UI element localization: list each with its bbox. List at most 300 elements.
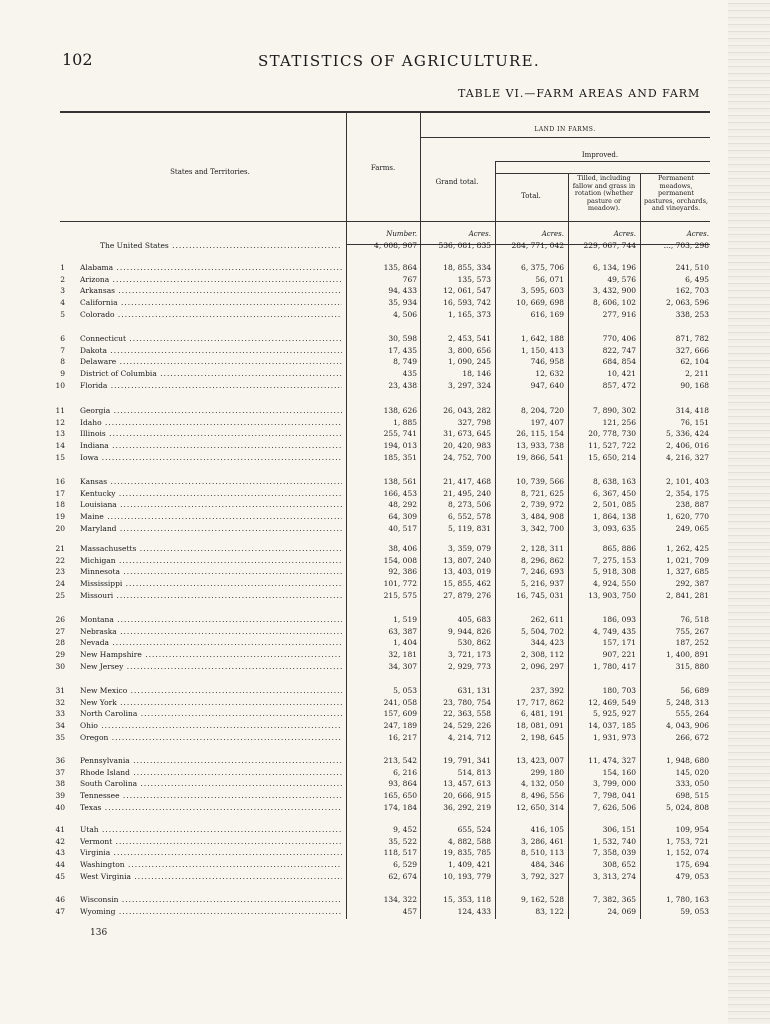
cell-improved-total: 2, 198, 645 (521, 732, 564, 742)
row-number: 17 (55, 488, 65, 498)
cell-grand-total: 20, 666, 915 (443, 791, 491, 801)
cell-permanent: 56, 689 (680, 686, 709, 695)
row-number: 4 (60, 298, 65, 308)
cell-permanent: 315, 880 (675, 661, 709, 671)
cell-improved-total: 26, 115, 154 (516, 429, 564, 439)
cell-farms: 6, 216 (393, 767, 417, 777)
cell-grand-total: 6, 552, 578 (448, 512, 491, 522)
cell-permanent: 266, 672 (675, 732, 709, 742)
row-number: 20 (55, 523, 65, 533)
cell-improved-total: 10, 669, 698 (516, 298, 564, 308)
cell-grand-total: 15, 353, 118 (443, 895, 491, 904)
cell-permanent: 6, 495 (685, 274, 709, 284)
row-number: 10 (55, 380, 65, 390)
row-number: 22 (55, 555, 65, 565)
table-row (0, 476, 770, 487)
table-row (0, 405, 770, 416)
table-row (0, 488, 770, 499)
state-name: New Mexico ..... (80, 685, 342, 696)
table-row (0, 333, 770, 344)
cell-tilled: 49, 576 (607, 274, 636, 284)
state-name: Florida ..... (80, 380, 342, 391)
cell-farms: 6, 529 (393, 860, 417, 870)
unit-farms: Number. (386, 230, 417, 238)
cell-permanent: 1, 262, 425 (666, 544, 709, 553)
cell-farms: 1, 519 (393, 615, 417, 624)
state-name: Minnesota ..... (80, 566, 342, 577)
row-number: 36 (55, 756, 65, 765)
cell-grand-total: 13, 457, 613 (443, 779, 491, 789)
table-row (0, 637, 770, 648)
cell-farms: 174, 184 (383, 802, 417, 812)
cell-permanent: 1, 021, 709 (666, 555, 709, 565)
table-row (0, 417, 770, 428)
cell-farms: 4, 506 (393, 309, 417, 319)
cell-grand-total: 3, 721, 173 (448, 650, 491, 660)
state-name: Wyoming ..... (80, 906, 342, 917)
cell-improved-total: 616, 169 (530, 309, 564, 319)
table-row (0, 871, 770, 882)
table-row (0, 262, 770, 273)
cell-farms: 34, 307 (388, 661, 417, 671)
cell-tilled: 11, 474, 327 (588, 756, 636, 765)
row-number: 35 (55, 732, 65, 742)
cell-farms: 247, 189 (383, 721, 417, 731)
table-row (0, 428, 770, 439)
table-row (0, 859, 770, 870)
cell-farms: 435 (402, 369, 417, 379)
cell-improved-total: 746, 958 (530, 357, 564, 367)
cell-permanent: 238, 887 (675, 500, 709, 510)
cell-farms: 93, 864 (388, 779, 417, 789)
state-name: New Hampshire ..... (80, 649, 342, 660)
table-row (0, 309, 770, 320)
state-name: Indiana ..... (80, 440, 342, 451)
row-number: 12 (55, 417, 65, 427)
table-row (0, 380, 770, 391)
cell-farms: 5, 053 (393, 686, 417, 695)
table-row (0, 767, 770, 778)
cell-tilled: 8, 606, 102 (593, 298, 636, 308)
footer-number: 136 (90, 928, 108, 938)
cell-improved-total: 484, 346 (530, 860, 564, 870)
table-row (0, 523, 770, 534)
cell-permanent: 90, 168 (680, 380, 709, 390)
cell-improved-total: 344, 423 (530, 638, 564, 648)
row-number: 31 (55, 686, 65, 695)
cell-permanent: 5, 024, 808 (666, 802, 709, 812)
cell-tilled: 13, 903, 750 (588, 590, 636, 600)
cell-tilled: 1, 532, 740 (593, 836, 636, 846)
cell-grand-total: 16, 593, 742 (443, 298, 491, 308)
row-number: 28 (55, 638, 65, 648)
unit-grand-total: Acres. (468, 230, 491, 238)
state-name: New York ..... (80, 697, 342, 708)
row-number: 21 (55, 544, 65, 553)
table-row (0, 578, 770, 589)
cell-farms: 185, 351 (383, 452, 417, 462)
cell-permanent: 109, 954 (675, 825, 709, 834)
state-name: Delaware ..... (80, 356, 342, 367)
table-row (0, 511, 770, 522)
cell-improved-total: 1, 150, 413 (521, 345, 564, 355)
row-number: 45 (55, 871, 65, 881)
state-name: Illinois ..... (80, 428, 342, 439)
state-name: Texas ..... (80, 802, 342, 813)
cell-improved-total: 947, 640 (530, 380, 564, 390)
improved-rule (496, 161, 710, 162)
cell-improved-total: 16, 745, 031 (516, 590, 564, 600)
cell-tilled: 180, 703 (602, 686, 636, 695)
cell-permanent: 187, 252 (675, 638, 709, 648)
cell-tilled: 7, 798, 041 (593, 791, 636, 801)
cell-permanent: 2, 406, 016 (666, 441, 709, 451)
table-row (0, 649, 770, 660)
cell-farms: 62, 674 (388, 871, 417, 881)
cell-grand-total: 18, 855, 334 (443, 263, 491, 272)
table-row (0, 697, 770, 708)
cell-improved-total: 12, 632 (535, 369, 564, 379)
cell-grand-total: 1, 090, 245 (448, 357, 491, 367)
state-name: Virginia ..... (80, 847, 342, 858)
cell-improved-total: 8, 510, 113 (521, 848, 564, 858)
cell-permanent: 175, 694 (675, 860, 709, 870)
cell-grand-total: 20, 420, 983 (443, 441, 491, 451)
cell-permanent: 5, 336, 424 (666, 429, 709, 439)
header-improved: Improved. (581, 151, 619, 159)
cell-tilled: 8, 638, 163 (593, 477, 636, 486)
cell-farms: 255, 741 (383, 429, 417, 439)
table-row (0, 778, 770, 789)
cell-tilled: 5, 918, 308 (593, 567, 636, 577)
row-number: 40 (55, 802, 65, 812)
cell-tilled: 7, 275, 153 (593, 555, 636, 565)
cell-improved-total: 237, 392 (530, 686, 564, 695)
cell-improved-total: 3, 595, 603 (521, 286, 564, 296)
cell-improved-total: 5, 216, 937 (521, 579, 564, 589)
cell-tilled: 857, 472 (602, 380, 636, 390)
cell-tilled: 4, 749, 435 (593, 626, 636, 636)
cell-permanent: 698, 515 (675, 791, 709, 801)
cell-improved-total: 2, 128, 311 (521, 544, 564, 553)
table-row (0, 356, 770, 367)
cell-permanent: 4, 216, 327 (666, 452, 709, 462)
cell-improved-total: 3, 286, 461 (521, 836, 564, 846)
row-number: 14 (55, 441, 65, 451)
cell-farms: 1, 404 (393, 638, 417, 648)
state-name: Kansas ..... (80, 476, 342, 487)
cell-tilled: 121, 256 (602, 417, 636, 427)
cell-farms: 135, 864 (383, 263, 417, 272)
row-number: 25 (55, 590, 65, 600)
cell-permanent: 1, 620, 770 (666, 512, 709, 522)
cell-grand-total: 3, 359, 079 (448, 544, 491, 553)
cell-improved-total: 8, 496, 556 (521, 791, 564, 801)
us-tilled: 229, 067, 744 (583, 241, 636, 250)
state-name: Colorado ..... (80, 309, 342, 320)
cell-permanent: 2, 063, 596 (666, 298, 709, 308)
cell-improved-total: 13, 423, 007 (516, 756, 564, 765)
row-number: 13 (55, 429, 65, 439)
cell-tilled: 865, 886 (602, 544, 636, 553)
cell-improved-total: 416, 105 (530, 825, 564, 834)
cell-grand-total: 8, 273, 506 (448, 500, 491, 510)
cell-grand-total: 15, 855, 462 (443, 579, 491, 589)
table-row (0, 720, 770, 731)
row-number: 37 (55, 767, 65, 777)
header-permanent: Permanent meadows, permanent pastures, orchards, and vineyards. (644, 174, 708, 212)
cell-farms: 35, 522 (388, 836, 417, 846)
table-row (0, 836, 770, 847)
us-grand-total: 536, 081, 835 (438, 241, 491, 250)
cell-permanent: 76, 151 (680, 417, 709, 427)
state-name: Arkansas ..... (80, 285, 342, 296)
cell-grand-total: 18, 146 (462, 369, 491, 379)
table-row (0, 452, 770, 463)
cell-farms: 35, 934 (388, 298, 417, 308)
cell-tilled: 3, 093, 635 (593, 523, 636, 533)
state-name: Kentucky ..... (80, 488, 342, 499)
cell-tilled: 308, 652 (602, 860, 636, 870)
cell-grand-total: 9, 944, 826 (448, 626, 491, 636)
cell-grand-total: 13, 807, 240 (443, 555, 491, 565)
table-row (0, 847, 770, 858)
row-number: 8 (60, 357, 65, 367)
cell-grand-total: 12, 061, 547 (443, 286, 491, 296)
table-row (0, 626, 770, 637)
header-farms: Farms. (370, 164, 396, 172)
cell-improved-total: 2, 096, 297 (521, 661, 564, 671)
unit-tilled: Acres. (613, 230, 636, 238)
cell-tilled: 306, 151 (602, 825, 636, 834)
cell-tilled: 1, 931, 973 (593, 732, 636, 742)
cell-farms: 9, 452 (393, 825, 417, 834)
state-name: Dakota ..... (80, 345, 342, 356)
cell-farms: 40, 517 (388, 523, 417, 533)
cell-improved-total: 8, 296, 862 (521, 555, 564, 565)
cell-permanent: 479, 053 (675, 871, 709, 881)
cell-improved-total: 3, 342, 700 (521, 523, 564, 533)
cell-tilled: 4, 924, 550 (593, 579, 636, 589)
state-name: Montana ..... (80, 614, 342, 625)
state-name: Nevada ..... (80, 637, 342, 648)
cell-farms: 94, 433 (388, 286, 417, 296)
table-row (0, 755, 770, 766)
cell-improved-total: 2, 308, 112 (521, 650, 564, 660)
cell-permanent: 76, 518 (680, 615, 709, 624)
cell-farms: 457 (402, 906, 417, 916)
state-name: Arizona ..... (80, 274, 342, 285)
table-row (0, 824, 770, 835)
cell-farms: 213, 542 (383, 756, 417, 765)
cell-permanent: 2, 354, 175 (666, 488, 709, 498)
cell-grand-total: 21, 495, 240 (443, 488, 491, 498)
cell-permanent: 755, 267 (675, 626, 709, 636)
cell-permanent: 555, 264 (675, 709, 709, 719)
cell-permanent: 2, 841, 281 (666, 590, 709, 600)
table-row (0, 661, 770, 672)
cell-farms: 16, 217 (388, 732, 417, 742)
state-name: Rhode Island ..... (80, 767, 342, 778)
header-grand-total: Grand total. (435, 178, 479, 186)
header-bottom-rule (60, 221, 710, 222)
cell-permanent: 314, 418 (675, 406, 709, 415)
cell-farms: 166, 453 (383, 488, 417, 498)
cell-improved-total: 8, 721, 625 (521, 488, 564, 498)
row-number: 18 (55, 500, 65, 510)
row-number: 19 (55, 512, 65, 522)
state-name: Missouri ..... (80, 590, 342, 601)
table-row (0, 590, 770, 601)
unit-total: Acres. (541, 230, 564, 238)
cell-tilled: 15, 650, 214 (588, 452, 636, 462)
cell-permanent: 2, 101, 403 (666, 477, 709, 486)
running-title: STATISTICS OF AGRICULTURE. (258, 52, 540, 70)
table-row (0, 368, 770, 379)
cell-tilled: 6, 367, 450 (593, 488, 636, 498)
cell-improved-total: 262, 611 (530, 615, 564, 624)
cell-grand-total: 1, 165, 373 (448, 309, 491, 319)
page-edge-shadow (728, 0, 770, 1024)
cell-grand-total: 22, 363, 558 (443, 709, 491, 719)
row-number: 3 (60, 286, 65, 296)
state-name: Maryland ..... (80, 523, 342, 534)
state-name: District of Columbia ..... (80, 368, 342, 379)
table-row (0, 274, 770, 285)
row-number: 15 (55, 452, 65, 462)
cell-improved-total: 3, 484, 908 (521, 512, 564, 522)
state-name: Michigan ..... (80, 555, 342, 566)
cell-improved-total: 2, 739, 972 (521, 500, 564, 510)
cell-tilled: 186, 093 (602, 615, 636, 624)
cell-grand-total: 21, 417, 468 (443, 477, 491, 486)
cell-tilled: 684, 854 (602, 357, 636, 367)
cell-farms: 23, 438 (388, 380, 417, 390)
cell-improved-total: 6, 481, 191 (521, 709, 564, 719)
land-rule (421, 137, 710, 138)
state-name: Alabama ..... (80, 262, 342, 273)
cell-tilled: 7, 358, 039 (593, 848, 636, 858)
cell-farms: 1, 885 (393, 417, 417, 427)
table-row (0, 906, 770, 917)
state-name: California ..... (80, 297, 342, 308)
cell-grand-total: 530, 862 (457, 638, 491, 648)
state-name: Massachusetts ..... (80, 543, 342, 554)
state-name: Wisconsin ..... (80, 894, 342, 905)
cell-tilled: 12, 469, 549 (588, 697, 636, 707)
row-number: 2 (60, 274, 65, 284)
cell-tilled: 907, 221 (602, 650, 636, 660)
cell-tilled: 770, 406 (602, 334, 636, 343)
row-number: 7 (60, 345, 65, 355)
row-number: 26 (55, 615, 65, 624)
cell-grand-total: 31, 673, 645 (443, 429, 491, 439)
cell-farms: 194, 013 (383, 441, 417, 451)
table-row (0, 499, 770, 510)
cell-farms: 92, 386 (388, 567, 417, 577)
row-number: 43 (55, 848, 65, 858)
state-name: Iowa ..... (80, 452, 342, 463)
state-name: Utah ..... (80, 824, 342, 835)
state-name: West Virginia ..... (80, 871, 342, 882)
table-row (0, 790, 770, 801)
cell-tilled: 1, 864, 138 (593, 512, 636, 522)
cell-grand-total: 124, 433 (457, 906, 491, 916)
row-number: 38 (55, 779, 65, 789)
cell-improved-total: 197, 407 (530, 417, 564, 427)
cell-tilled: 1, 780, 417 (593, 661, 636, 671)
cell-grand-total: 36, 292, 219 (443, 802, 491, 812)
table-row (0, 440, 770, 451)
table-row (0, 566, 770, 577)
cell-farms: 32, 181 (388, 650, 417, 660)
cell-farms: 157, 609 (383, 709, 417, 719)
cell-tilled: 157, 171 (602, 638, 636, 648)
cell-farms: 138, 626 (383, 406, 417, 415)
state-name: New Jersey ..... (80, 661, 342, 672)
cell-tilled: 11, 527, 722 (588, 441, 636, 451)
cell-permanent: 1, 327, 685 (666, 567, 709, 577)
row-number: 23 (55, 567, 65, 577)
table-row (0, 894, 770, 905)
table-row (0, 708, 770, 719)
cell-tilled: 7, 626, 506 (593, 802, 636, 812)
cell-improved-total: 8, 204, 720 (521, 406, 564, 415)
state-name: Idaho ..... (80, 417, 342, 428)
cell-farms: 48, 292 (388, 500, 417, 510)
page-number: 102 (62, 50, 93, 69)
cell-grand-total: 19, 791, 341 (443, 756, 491, 765)
header-land-in-farms: LAND IN FARMS. (534, 126, 596, 133)
table-row (0, 297, 770, 308)
row-number: 33 (55, 709, 65, 719)
state-name: Tennessee ..... (80, 790, 342, 801)
row-number: 46 (55, 895, 65, 904)
cell-tilled: 20, 778, 730 (588, 429, 636, 439)
table-row (0, 732, 770, 743)
table-row (0, 285, 770, 296)
cell-farms: 8, 749 (393, 357, 417, 367)
table-row (0, 802, 770, 813)
cell-farms: 154, 008 (383, 555, 417, 565)
cell-tilled: 2, 501, 085 (593, 500, 636, 510)
cell-farms: 38, 406 (388, 544, 417, 553)
state-name: Oregon ..... (80, 732, 342, 743)
cell-grand-total: 3, 800, 656 (448, 345, 491, 355)
state-name: North Carolina ..... (80, 708, 342, 719)
row-number: 16 (55, 477, 65, 486)
cell-tilled: 7, 890, 302 (593, 406, 636, 415)
cell-grand-total: 2, 929, 773 (448, 661, 491, 671)
cell-improved-total: 7, 246, 693 (521, 567, 564, 577)
state-name: Mississippi ..... (80, 578, 342, 589)
cell-grand-total: 1, 409, 421 (448, 860, 491, 870)
cell-permanent: 333, 050 (675, 779, 709, 789)
cell-improved-total: 56, 071 (535, 274, 564, 284)
cell-permanent: 2, 211 (685, 369, 709, 379)
cell-farms: 118, 517 (383, 848, 417, 858)
cell-permanent: 1, 400, 891 (666, 650, 709, 660)
cell-improved-total: 6, 375, 706 (521, 263, 564, 272)
header-states: States and Territories. (170, 168, 250, 176)
state-name: Maine ..... (80, 511, 342, 522)
cell-farms: 64, 309 (388, 512, 417, 522)
row-number: 6 (60, 334, 65, 343)
cell-grand-total: 655, 524 (457, 825, 491, 834)
cell-improved-total: 1, 642, 188 (521, 334, 564, 343)
cell-tilled: 7, 382, 365 (593, 895, 636, 904)
cell-permanent: 145, 020 (675, 767, 709, 777)
